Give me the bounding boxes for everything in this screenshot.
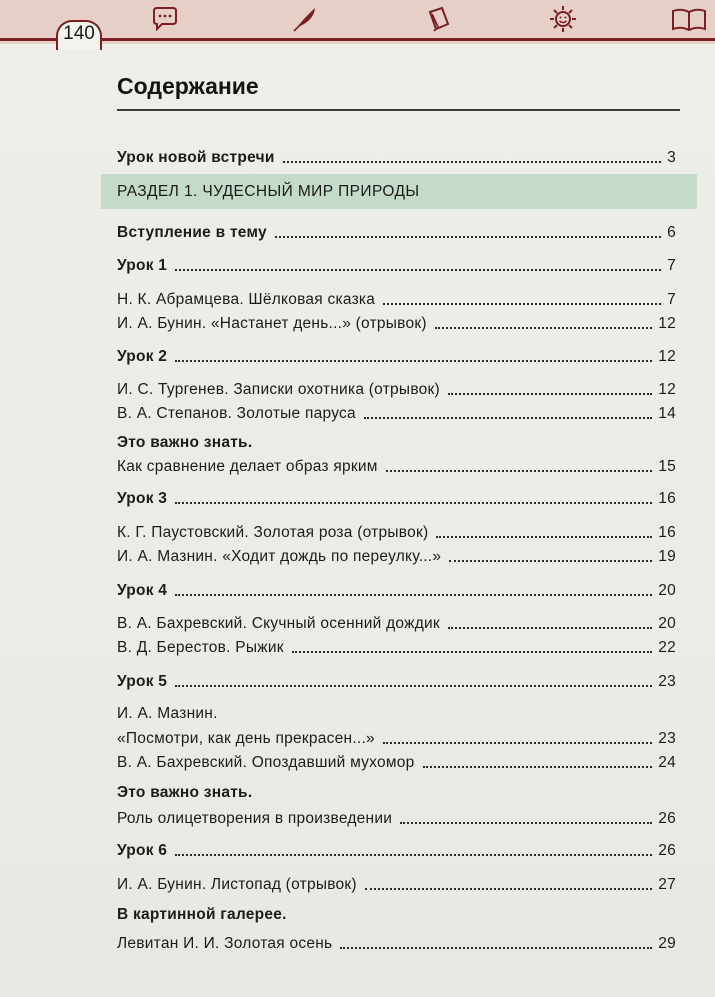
toc-entry-label: В. А. Степанов. Золотые паруса (117, 405, 356, 422)
dot-leader (448, 393, 652, 395)
toc-entry-label: Как сравнение делает образ ярким (117, 458, 378, 475)
dot-leader (283, 161, 662, 163)
toc-entry-label: И. С. Тургенев. Записки охотника (отрывок) (117, 381, 440, 398)
toc-entry-label: Урок новой встречи (117, 149, 275, 166)
toc-entry-page: 27 (658, 876, 676, 893)
toc-entry-page: 14 (658, 405, 676, 422)
toc-lesson-entry (117, 484, 676, 508)
dot-leader (448, 627, 652, 629)
toc-entry (117, 724, 676, 748)
toc-entry (117, 633, 676, 657)
dot-leader (175, 269, 661, 271)
toc-entry (117, 375, 676, 399)
toc-entry (117, 804, 676, 828)
dot-leader (292, 651, 652, 653)
dot-leader (423, 766, 653, 768)
section-title: РАЗДЕЛ 1. ЧУДЕСНЫЙ МИР ПРИРОДЫ (117, 183, 420, 200)
dot-leader (436, 536, 652, 538)
toc-entry-label: В. А. Бахревский. Опоздавший мухомор (117, 754, 415, 771)
toc-entry-page: 19 (658, 548, 676, 565)
toc-entry-label: Вступление в тему (117, 224, 267, 241)
toc-entry-page: 12 (658, 381, 676, 398)
toc-entry-label: Урок 2 (117, 348, 168, 365)
toc-heading: Это важно знать. (117, 784, 253, 801)
toc-lesson-entry (117, 251, 676, 275)
page-title: Содержание (117, 73, 259, 99)
dot-leader (449, 560, 652, 562)
toc-entry-label: Левитан И. И. Золотая осень (117, 935, 333, 952)
toc-heading: И. А. Мазнин. (117, 705, 218, 722)
dot-leader (365, 888, 652, 890)
toc-entry-page: 23 (658, 673, 676, 690)
page-number: 140 (63, 23, 95, 44)
toc-heading: Это важно знать. (117, 434, 253, 451)
dot-leader (364, 417, 652, 419)
dot-leader (340, 947, 652, 949)
toc-entry-label: К. Г. Паустовский. Золотая роза (отрывок) (117, 524, 429, 541)
toc-entry (117, 748, 676, 772)
toc-entry-page: 23 (658, 730, 676, 747)
toc-entry-label: Урок 3 (117, 490, 168, 507)
toc-entry-label: Урок 4 (117, 582, 168, 599)
toc-entry-label: Урок 1 (117, 257, 168, 274)
toc-entry-label: В. А. Бахревский. Скучный осенний дождик (117, 615, 440, 632)
dot-leader (275, 236, 661, 238)
toc-entry-page: 7 (667, 257, 676, 274)
toc-entry-label: Урок 6 (117, 842, 168, 859)
toc-lesson-entry (117, 667, 676, 691)
toc-entry (117, 609, 676, 633)
toc-entry-label: Роль олицетворения в произведении (117, 810, 393, 827)
toc-lesson-entry (117, 143, 676, 167)
toc-entry-page: 26 (658, 842, 676, 859)
dot-leader (435, 327, 652, 329)
toc-entry-page: 7 (667, 291, 676, 308)
toc-entry (117, 452, 676, 476)
toc-entry-page: 12 (658, 348, 676, 365)
toc-entry-page: 15 (658, 458, 676, 475)
dot-leader (383, 742, 652, 744)
toc-entry (117, 542, 676, 566)
toc-entry-page: 12 (658, 315, 676, 332)
toc-entry-label: Урок 5 (117, 673, 168, 690)
toc-entry (117, 285, 676, 309)
toc-entry (117, 870, 676, 894)
dot-leader (383, 303, 661, 305)
toc-entry (117, 309, 676, 333)
toc-lesson-entry (117, 836, 676, 860)
toc-entry (117, 518, 676, 542)
toc-entry-label: И. А. Бунин. «Настанет день...» (отрывок) (117, 315, 427, 332)
dot-leader (175, 685, 652, 687)
toc-entry-page: 16 (658, 490, 676, 507)
toc-lesson-entry (117, 218, 676, 242)
toc-entry-label: «Посмотри, как день прекрасен...» (117, 730, 375, 747)
toc-entry-page: 20 (658, 582, 676, 599)
dot-leader (175, 594, 652, 596)
toc-entry-label: И. А. Бунин. Листопад (отрывок) (117, 876, 357, 893)
dot-leader (386, 470, 653, 472)
dot-leader (400, 822, 652, 824)
dot-leader (175, 854, 652, 856)
toc-entry-page: 3 (667, 149, 676, 166)
toc-entry-page: 24 (658, 754, 676, 771)
toc-entry-label: Н. К. Абрамцева. Шёлковая сказка (117, 291, 376, 308)
toc-lesson-entry (117, 576, 676, 600)
toc-entry-page: 6 (667, 224, 676, 241)
toc-entry-page: 29 (658, 935, 676, 952)
toc-entry-page: 26 (658, 810, 676, 827)
toc-entry-page: 22 (658, 639, 676, 656)
dot-leader (175, 360, 652, 362)
dot-leader (175, 502, 652, 504)
toc-entry-page: 16 (658, 524, 676, 541)
toc-entry-label: В. Д. Берестов. Рыжик (117, 639, 284, 656)
toc-entry (117, 929, 676, 953)
toc-entry-page: 20 (658, 615, 676, 632)
toc-heading: В картинной галерее. (117, 906, 287, 923)
toc-entry-label: И. А. Мазнин. «Ходит дождь по переулку...» (117, 548, 442, 565)
toc-entry (117, 399, 676, 423)
toc-lesson-entry (117, 342, 676, 366)
